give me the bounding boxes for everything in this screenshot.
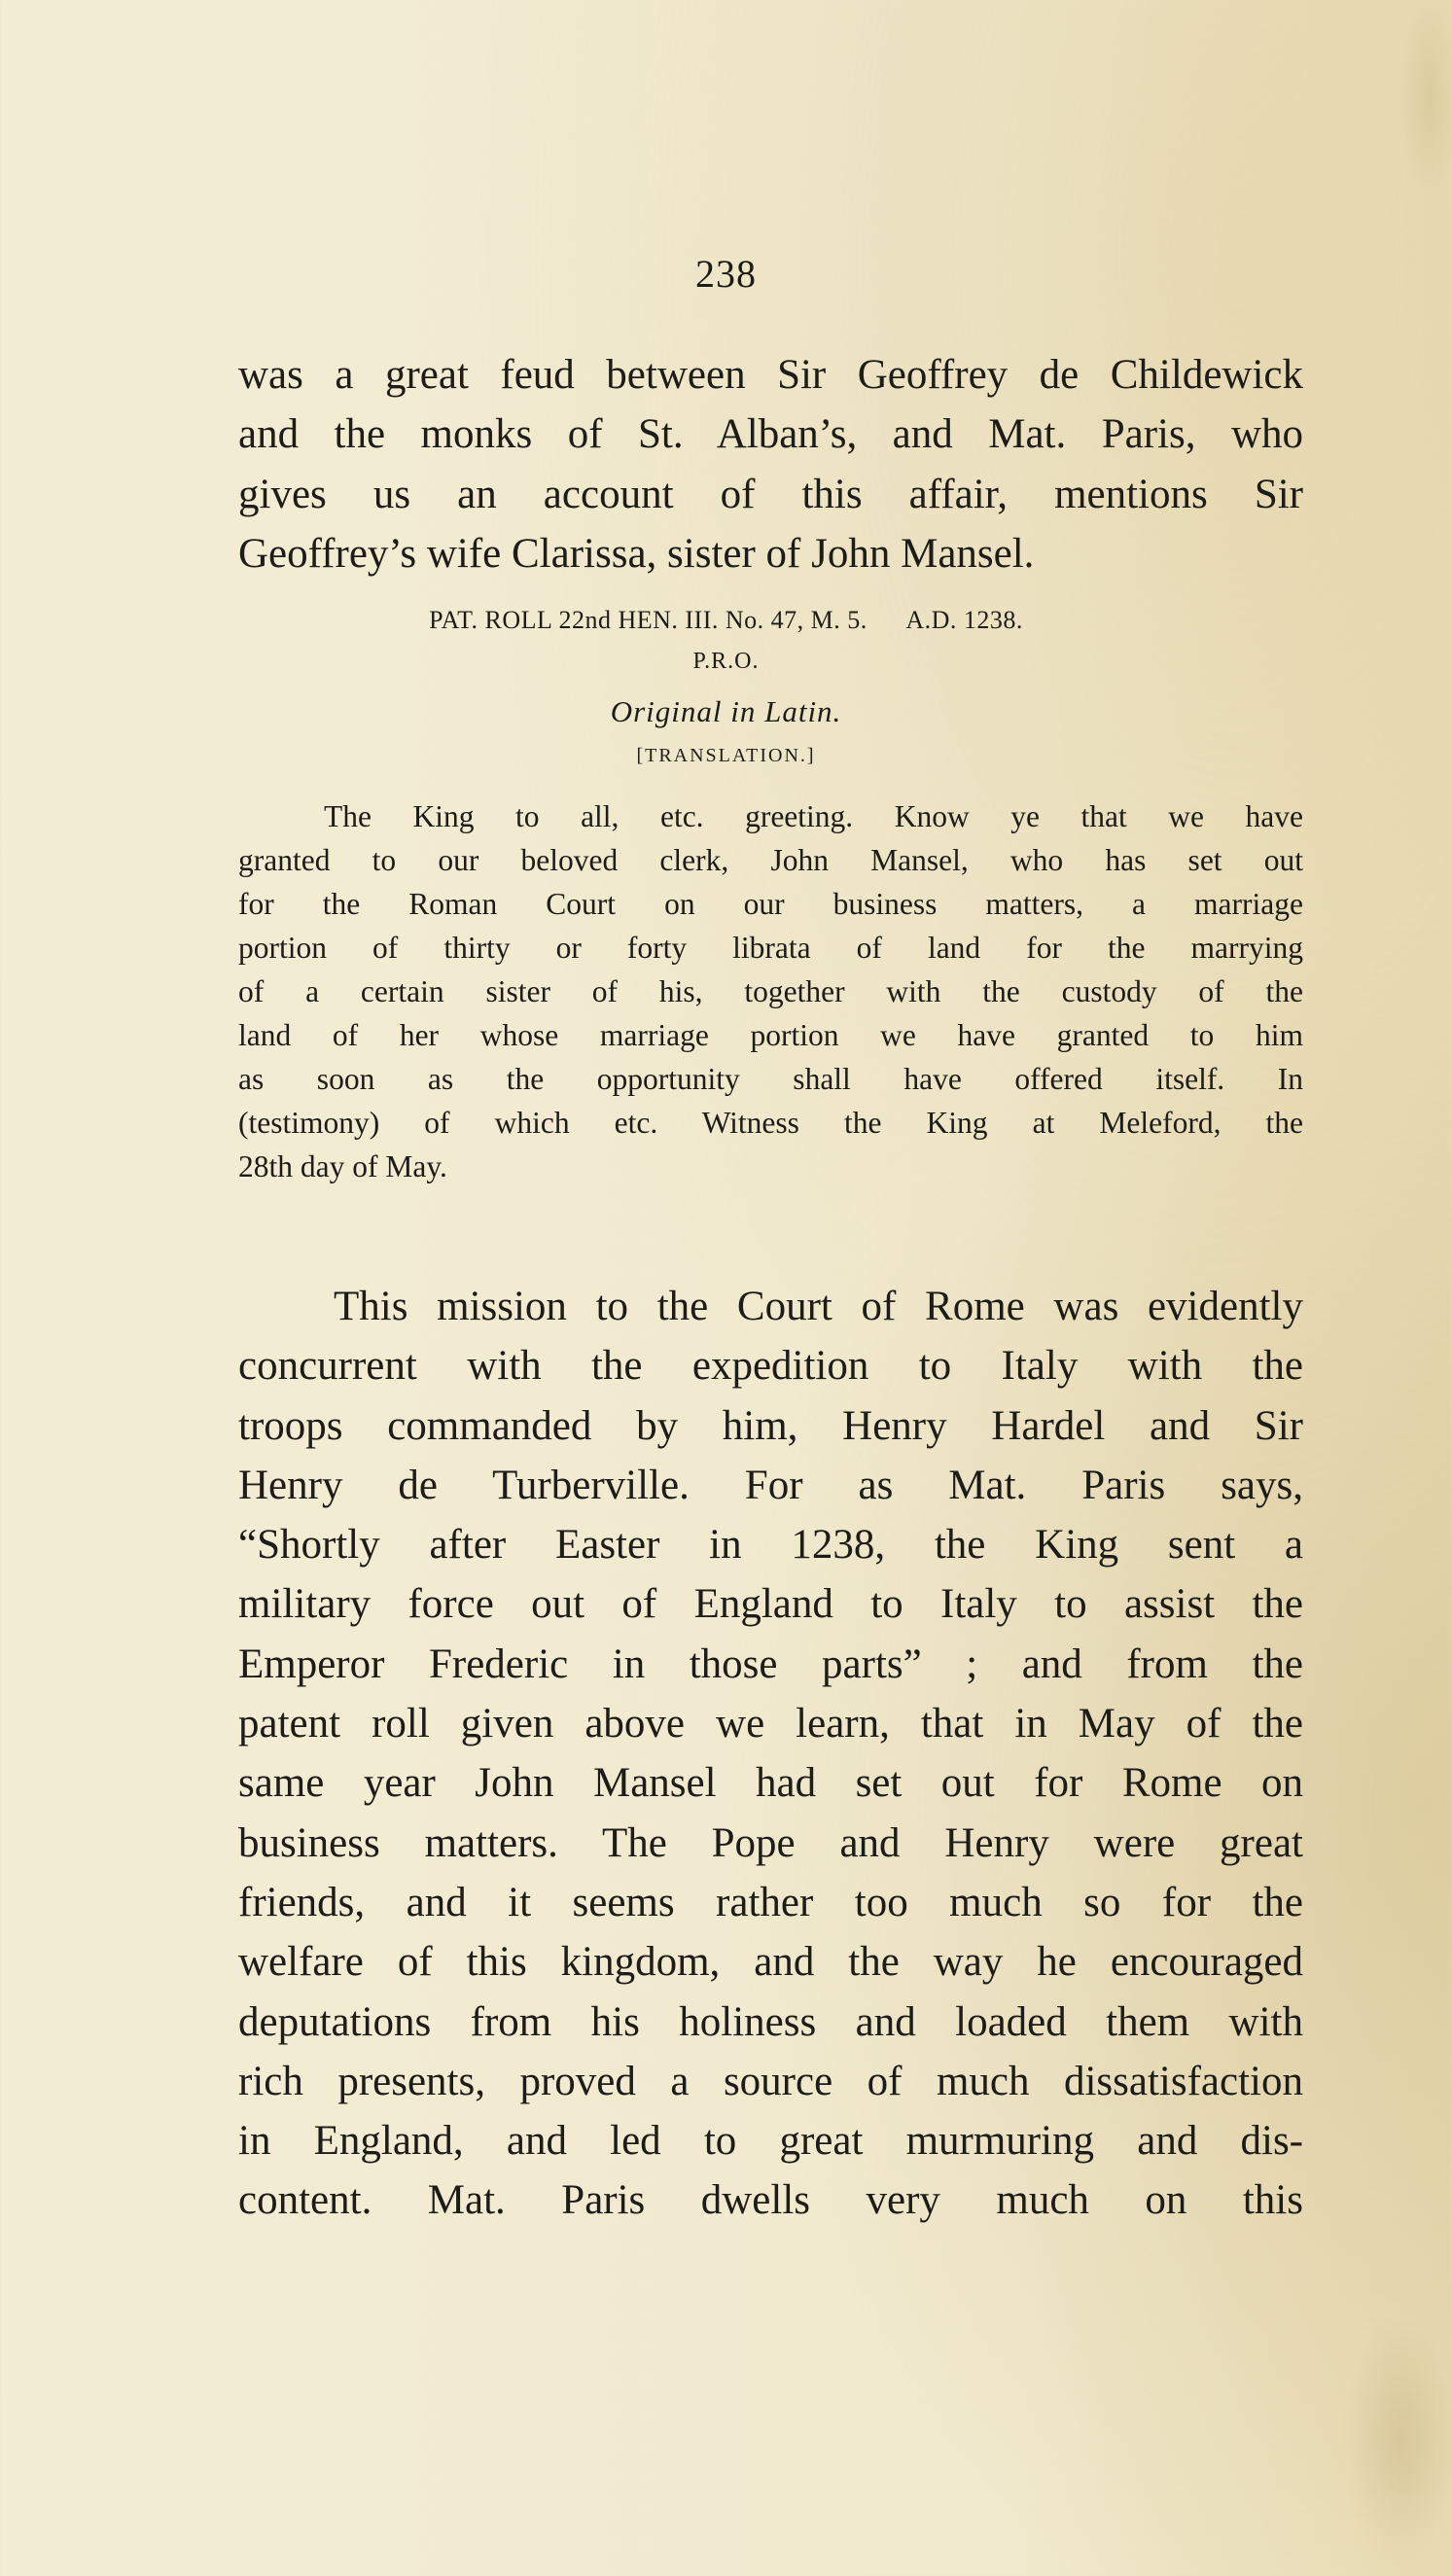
text-line: This mission to the Court of Rome was evidently <box>334 1284 1303 1329</box>
text-line: Emperor Frederic in those parts” ; and from the <box>238 1641 1303 1687</box>
text-line: (testimony) of which etc. Witness the King at Meleford, the <box>238 1106 1303 1140</box>
text-line: military force out of England to Italy to assist the <box>238 1581 1303 1628</box>
text-line: rich presents, proved a source of much dissatisfaction <box>238 2058 1303 2104</box>
paper-stain <box>1400 0 1452 194</box>
text-line: same year John Mansel had set out for Rome on <box>238 1760 1303 1807</box>
text-line: and the monks of St. Alban’s, and Mat. Paris, who <box>238 411 1303 458</box>
text-line: The King to all, etc. greeting. Know ye that we have <box>324 799 1303 833</box>
opening-paragraph <box>238 345 1303 583</box>
text-line: as soon as the opportunity shall have offered itself. In <box>238 1062 1303 1096</box>
text-line: portion of thirty or forty librata of land for the marrying <box>238 931 1303 965</box>
record-date: A.D. 1238. <box>905 606 1023 634</box>
text-line: content. Mat. Paris dwells very much on this <box>238 2177 1303 2224</box>
text-line: land of her whose marriage portion we have granted to him <box>238 1018 1303 1052</box>
text-line: gives us an account of this affair, mentions Sir <box>238 471 1303 517</box>
text-line: 28th day of May. <box>238 1149 447 1183</box>
text-line: of a certain sister of his, together with the custody of the <box>238 974 1303 1008</box>
translation-paragraph <box>238 794 1303 1188</box>
record-office: P.R.O. <box>692 649 760 674</box>
text-line: welfare of this kingdom, and the way he encouraged <box>238 1939 1303 1986</box>
closing-paragraph <box>238 1277 1303 2231</box>
text-line: for the Roman Court on our business matters, a marriage <box>238 887 1303 921</box>
text-line: granted to our beloved clerk, John Mansel, who has set out <box>238 843 1303 877</box>
record-reference: PAT. ROLL 22nd HEN. III. No. 47, M. 5. <box>429 606 868 634</box>
original-language-note: Original in Latin. <box>610 694 842 728</box>
text-line: was a great feud between Sir Geoffrey de Childewick <box>238 352 1303 398</box>
text-line: Henry de Turberville. For as Mat. Paris says, <box>238 1462 1303 1508</box>
translation-label: [TRANSLATION.] <box>636 745 816 766</box>
record-reference-heading <box>0 606 1452 635</box>
text-line: friends, and it seems rather too much so for the <box>238 1879 1303 1925</box>
text-line: concurrent with the expedition to Italy with the <box>238 1343 1303 1390</box>
text-line: troops commanded by him, Henry Hardel and Sir <box>238 1402 1303 1449</box>
text-line: “Shortly after Easter in 1238, the King sent a <box>238 1522 1303 1569</box>
text-line: patent roll given above we learn, that in May of the <box>238 1701 1303 1747</box>
paper-stain <box>1342 2314 1452 2567</box>
text-line: in England, and led to great murmuring and dis- <box>238 2118 1303 2165</box>
page-number: 238 <box>695 252 757 296</box>
text-line: business matters. The Pope and Henry were great <box>238 1819 1303 1866</box>
text-line: Geoffrey’s wife Clarissa, sister of John Mansel. <box>238 530 1035 577</box>
text-line: deputations from his holiness and loaded them with <box>238 1998 1303 2045</box>
